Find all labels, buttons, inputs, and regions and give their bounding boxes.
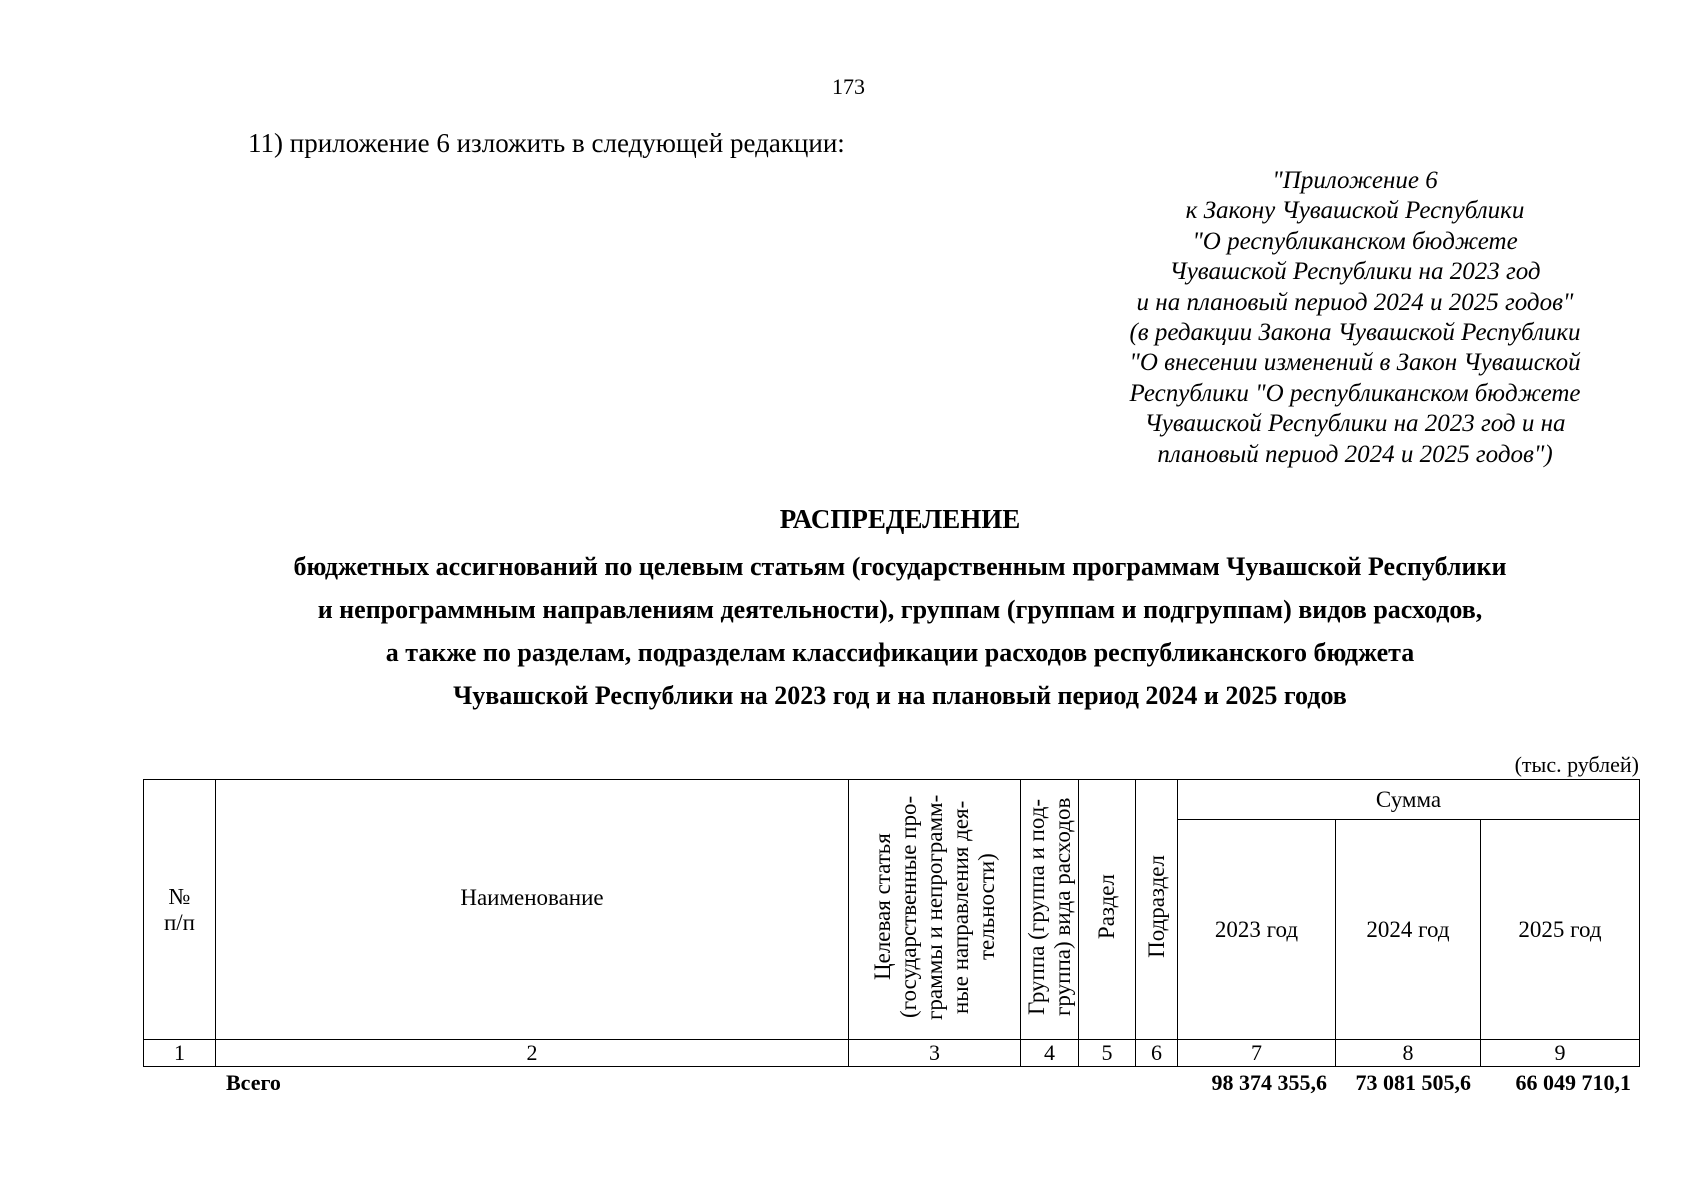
header-sum: Сумма: [1178, 780, 1640, 820]
header-target-line: Целевая статья: [869, 833, 895, 980]
subtitle-line: а также по разделам, подразделам классификации расходов республиканского бюджета: [385, 638, 1415, 667]
header-group-line: Группа (группа и под-: [1023, 798, 1049, 1015]
total-label: Всего: [226, 1070, 281, 1095]
header-year: 2024 год: [1336, 820, 1481, 1040]
header-name: Наименование: [216, 780, 849, 1040]
units-label: (тыс. рублей): [1514, 752, 1639, 777]
header-target-line: (государственные про-: [895, 795, 921, 1018]
header-subsection-text: Подраздел: [1143, 855, 1169, 958]
total-value-2024: 73 081 505,6: [1355, 1070, 1471, 1095]
total-value-2025: 66 049 710,1: [1515, 1070, 1631, 1095]
subtitle-line: Чувашской Республики на 2023 год и на плановый период 2024 и 2025 годов: [453, 681, 1347, 710]
subtitle-line: и непрограммным направлениям деятельности), группам (группам и подгруппам) видов расходов,: [317, 595, 1483, 624]
header-subsection: [1136, 780, 1178, 1040]
document-subtitle: [200, 545, 1600, 717]
header-section-text: Раздел: [1094, 873, 1119, 940]
appendix-note-line: Чувашской Республики на 2023 год и на: [1144, 410, 1566, 438]
column-number: 9: [1481, 1040, 1640, 1067]
header-target-line: тельности): [973, 853, 999, 960]
column-number: 1: [144, 1040, 216, 1067]
header-num: [144, 780, 216, 1040]
total-value-2023: 98 374 355,6: [1211, 1070, 1327, 1095]
appendix-note-line: (в редакции Закона Чувашской Республики: [1129, 319, 1581, 347]
appendix-note-line: "О республиканском бюджете: [1192, 227, 1518, 255]
header-section: [1079, 780, 1136, 1040]
appendix-note-line: к Закону Чувашской Республики: [1185, 197, 1525, 225]
header-target: [849, 780, 1021, 1040]
appendix-note-line: "Приложение 6: [1272, 167, 1438, 194]
column-number-row: [144, 1040, 1640, 1067]
page-number: 173: [832, 74, 865, 99]
subtitle-line: бюджетных ассигнований по целевым статьям (государственным программам Чувашской Республики: [293, 552, 1507, 581]
header-num-line: п/п: [163, 909, 195, 935]
column-number: 3: [849, 1040, 1021, 1067]
header-target-line: ные направления дея-: [947, 799, 973, 1014]
appendix-note-line: плановый период 2024 и 2025 годов"): [1157, 440, 1553, 468]
document-title: РАСПРЕДЕЛЕНИЕ: [779, 504, 1021, 534]
column-number: 4: [1021, 1040, 1079, 1067]
header-group: [1021, 780, 1079, 1040]
header-target-line: граммы и непрограмм-: [921, 793, 947, 1020]
header-group-line: группа) вида расходов: [1049, 797, 1075, 1016]
column-number: 5: [1079, 1040, 1136, 1067]
header-group-text: [1024, 789, 1076, 1025]
column-number: 6: [1136, 1040, 1178, 1067]
appendix-note: [1110, 166, 1600, 470]
column-number: 2: [216, 1040, 849, 1067]
appendix-note-line: Республики "О республиканском бюджете: [1129, 379, 1581, 407]
intro-line: 11) приложение 6 изложить в следующей редакции:: [248, 128, 845, 158]
header-year: 2023 год: [1178, 820, 1336, 1040]
column-number: 8: [1336, 1040, 1481, 1067]
header-num-line: №: [168, 883, 191, 909]
header-year: 2025 год: [1481, 820, 1640, 1040]
appendix-note-line: и на плановый период 2024 и 2025 годов": [1136, 288, 1574, 316]
appendix-note-line: Чувашской Республики на 2023 год: [1169, 258, 1541, 286]
header-target-text: [870, 789, 1000, 1025]
appendix-note-line: "О внесении изменений в Закон Чувашской: [1129, 349, 1581, 377]
column-number: 7: [1178, 1040, 1336, 1067]
allocation-table: [143, 779, 1640, 1067]
